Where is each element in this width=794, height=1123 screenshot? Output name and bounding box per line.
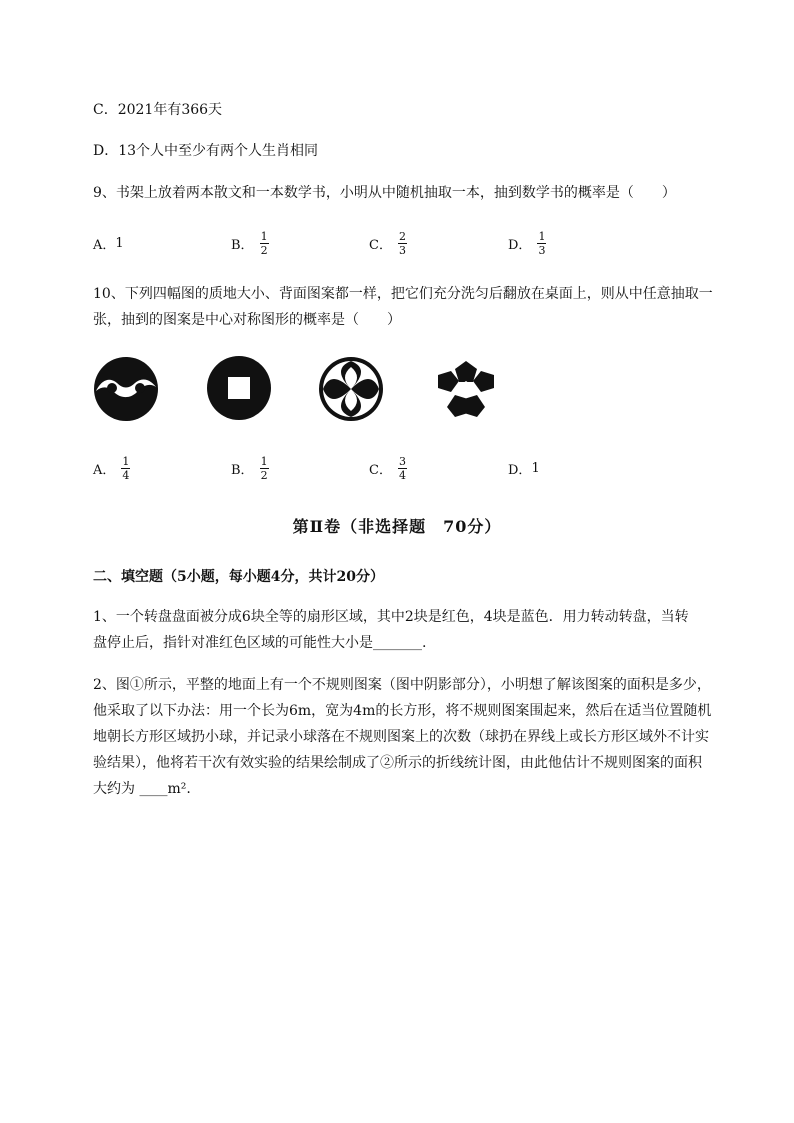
four-petal-figure bbox=[317, 355, 385, 423]
q10-option-a bbox=[93, 450, 130, 486]
pentagon-figure bbox=[433, 355, 499, 421]
numerator: 1 bbox=[260, 454, 268, 468]
fill2-question bbox=[93, 672, 713, 802]
fill2-line3: 地朝长方形区域扔小球，并记录小球落在不规则图案上的次数（球扔在界线上或长方形区域外不计实 bbox=[93, 729, 709, 745]
q10-option-b bbox=[231, 450, 269, 486]
fraction bbox=[537, 230, 546, 257]
fill1-line1: 1、一个转盘盘面被分成6块全等的扇形区域，其中2块是红色，4块是蓝色．用力转动转盘，当转 bbox=[93, 609, 689, 625]
q9-option-c bbox=[369, 225, 407, 261]
swirl-figure bbox=[92, 355, 160, 423]
fraction bbox=[260, 455, 269, 482]
fraction bbox=[398, 230, 407, 257]
denominator: 2 bbox=[260, 243, 268, 257]
denominator: 4 bbox=[122, 468, 130, 482]
q8-option-c: C．2021年有366天 bbox=[93, 102, 223, 118]
numerator: 2 bbox=[398, 229, 406, 243]
option-value: 1 bbox=[531, 460, 540, 476]
q10-option-d bbox=[508, 450, 540, 486]
q9-option-d bbox=[508, 225, 546, 261]
denominator: 4 bbox=[398, 468, 406, 482]
option-letter: D． bbox=[508, 462, 532, 478]
q10-stem-line2: 张，抽到的图案是中心对称图形的概率是（ ） bbox=[93, 312, 401, 328]
q10-option-c bbox=[369, 450, 407, 486]
q9-stem: 9、书架上放着两本散文和一本数学书，小明从中随机抽取一本，抽到数学书的概率是（ ） bbox=[93, 185, 676, 201]
option-letter: C． bbox=[369, 462, 392, 478]
q9-option-b bbox=[231, 225, 269, 261]
fill2-line5: 大约为 ____m². bbox=[93, 781, 191, 797]
fraction bbox=[398, 455, 407, 482]
numerator: 1 bbox=[538, 229, 546, 243]
fill1-question bbox=[93, 604, 713, 656]
option-value: 1 bbox=[115, 235, 124, 251]
denominator: 3 bbox=[538, 243, 546, 257]
numerator: 1 bbox=[122, 454, 130, 468]
denominator: 3 bbox=[398, 243, 406, 257]
fraction bbox=[260, 230, 269, 257]
coin-square-hole-figure bbox=[206, 355, 272, 421]
fill2-line4: 验结果），他将若干次有效实验的结果绘制成了②所示的折线统计图，由此他估计不规则图案的面积 bbox=[93, 755, 702, 771]
section-title: 第Ⅱ卷（非选择题 70分） bbox=[292, 517, 502, 536]
q10-stem-line1: 10、下列四幅图的质地大小、背面图案都一样，把它们充分洗匀后翻放在桌面上，则从中任意抽取一 bbox=[93, 286, 713, 302]
option-letter: B． bbox=[231, 237, 254, 253]
section-subtitle: 二、填空题（5小题，每小题4分，共计20分） bbox=[93, 569, 384, 585]
option-letter: C． bbox=[369, 237, 392, 253]
option-letter: A． bbox=[93, 462, 116, 478]
option-letter: A． bbox=[93, 237, 116, 253]
q8-option-d: D．13个人中至少有两个人生肖相同 bbox=[93, 143, 319, 159]
option-letter: D． bbox=[508, 237, 532, 253]
option-letter: B． bbox=[231, 462, 254, 478]
fill1-line2: 盘停止后，指针对准红色区域的可能性大小是_______. bbox=[93, 635, 427, 651]
q9-option-a bbox=[93, 225, 124, 261]
numerator: 3 bbox=[398, 454, 406, 468]
fill2-line2: 他采取了以下办法：用一个长为6m，宽为4m的长方形，将不规则图案围起来，然后在适当位置随机 bbox=[93, 703, 712, 719]
numerator: 1 bbox=[260, 229, 268, 243]
fill2-line1: 2、图①所示，平整的地面上有一个不规则图案（图中阴影部分），小明想了解该图案的面积是多少， bbox=[93, 677, 711, 693]
fraction bbox=[121, 455, 130, 482]
denominator: 2 bbox=[260, 468, 268, 482]
